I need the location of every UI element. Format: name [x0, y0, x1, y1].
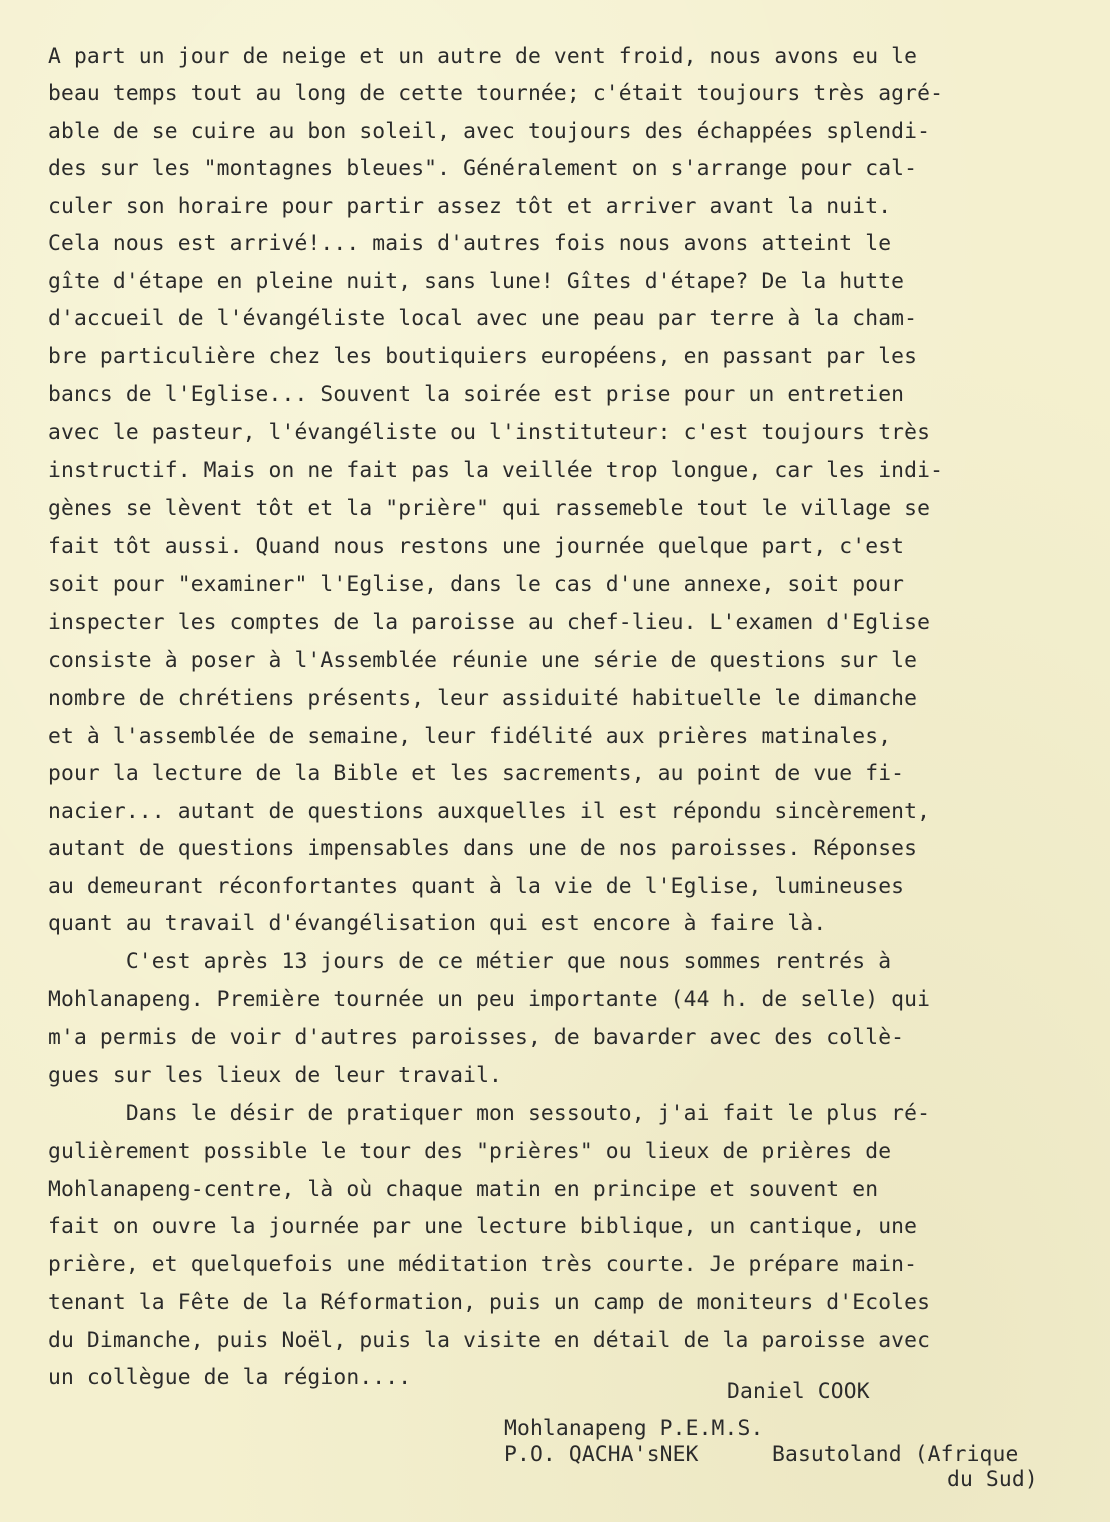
body-line-7: gîte d'étape en pleine nuit, sans lune! Gîtes d'étape? De la hutte [48, 269, 905, 294]
body-line-21: nacier... autant de questions auxquelles il est répondu sincèrement, [48, 799, 931, 824]
body-line-6: Cela nous est arrivé!... mais d'autres fois nous avons atteint le [48, 231, 892, 256]
body-line-26: Mohlanapeng. Première tournée un peu importante (44 h. de selle) qui [48, 987, 931, 1012]
body-line-1: A part un jour de neige et un autre de vent froid, nous avons eu le [48, 44, 918, 69]
body-line-20: pour la lecture de la Bible et les sacrements, au point de vue fi- [48, 761, 905, 786]
address-line-3: du Sud) [947, 1467, 1038, 1492]
body-line-9: bre particulière chez les boutiquiers européens, en passant par les [48, 344, 918, 369]
body-line-36: un collègue de la région.... [48, 1365, 412, 1390]
body-line-29: Dans le désir de pratiquer mon sessouto, j'ai fait le plus ré- [48, 1101, 931, 1126]
body-line-18: nombre de chrétiens présents, leur assiduité habituelle le dimanche [48, 686, 918, 711]
body-line-27: m'a permis de voir d'autres paroisses, de bavarder avec des collè- [48, 1025, 905, 1050]
body-line-35: du Dimanche, puis Noël, puis la visite en détail de la paroisse avec [48, 1328, 931, 1353]
body-line-19: et à l'assemblée de semaine, leur fidélité aux prières matinales, [48, 724, 892, 749]
body-line-25: C'est après 13 jours de ce métier que nous sommes rentrés à [48, 949, 892, 974]
body-line-11: avec le pasteur, l'évangéliste ou l'instituteur: c'est toujours très [48, 420, 931, 445]
body-line-22: autant de questions impensables dans une de nos paroisses. Réponses [48, 836, 918, 861]
body-line-10: bancs de l'Eglise... Souvent la soirée est prise pour un entretien [48, 382, 905, 407]
body-line-13: gènes se lèvent tôt et la "prière" qui rassemeble tout le village se [48, 496, 931, 521]
body-line-23: au demeurant réconfortantes quant à la vie de l'Eglise, lumineuses [48, 874, 905, 899]
body-line-3: able de se cuire au bon soleil, avec toujours des échappées splendi- [48, 119, 931, 144]
address-line-2-left: P.O. QACHA'sNEK [504, 1442, 699, 1467]
body-line-4: des sur les "montagnes bleues". Généralement on s'arrange pour cal- [48, 156, 918, 181]
body-line-24: quant au travail d'évangélisation qui est encore à faire là. [48, 911, 827, 936]
body-line-12: instructif. Mais on ne fait pas la veillée trop longue, car les indi- [48, 458, 944, 483]
body-line-15: soit pour "examiner" l'Eglise, dans le cas d'une annexe, soit pour [48, 572, 905, 597]
body-line-2: beau temps tout au long de cette tournée; c'était toujours très agré- [48, 81, 944, 106]
address-line-2-right: Basutoland (Afrique [772, 1442, 1019, 1467]
body-line-5: culer son horaire pour partir assez tôt et arriver avant la nuit. [48, 194, 892, 219]
body-line-28: gues sur les lieux de leur travail. [48, 1063, 503, 1088]
body-line-17: consiste à poser à l'Assemblée réunie une série de questions sur le [48, 648, 918, 673]
body-line-33: prière, et quelquefois une méditation très courte. Je prépare main- [48, 1252, 918, 1277]
body-line-34: tenant la Fête de la Réformation, puis un camp de moniteurs d'Ecoles [48, 1290, 931, 1315]
body-line-16: inspecter les comptes de la paroisse au chef-lieu. L'examen d'Eglise [48, 610, 931, 635]
body-line-30: gulièrement possible le tour des "prières" ou lieux de prières de [48, 1139, 892, 1164]
address-line-1: Mohlanapeng P.E.M.S. [504, 1416, 764, 1441]
signature: Daniel COOK [727, 1379, 870, 1404]
body-line-8: d'accueil de l'évangéliste local avec une peau par terre à la cham- [48, 306, 918, 331]
body-line-32: fait on ouvre la journée par une lecture biblique, un cantique, une [48, 1214, 918, 1239]
body-line-14: fait tôt aussi. Quand nous restons une journée quelque part, c'est [48, 534, 905, 559]
body-line-31: Mohlanapeng-centre, là où chaque matin en principe et souvent en [48, 1177, 879, 1202]
